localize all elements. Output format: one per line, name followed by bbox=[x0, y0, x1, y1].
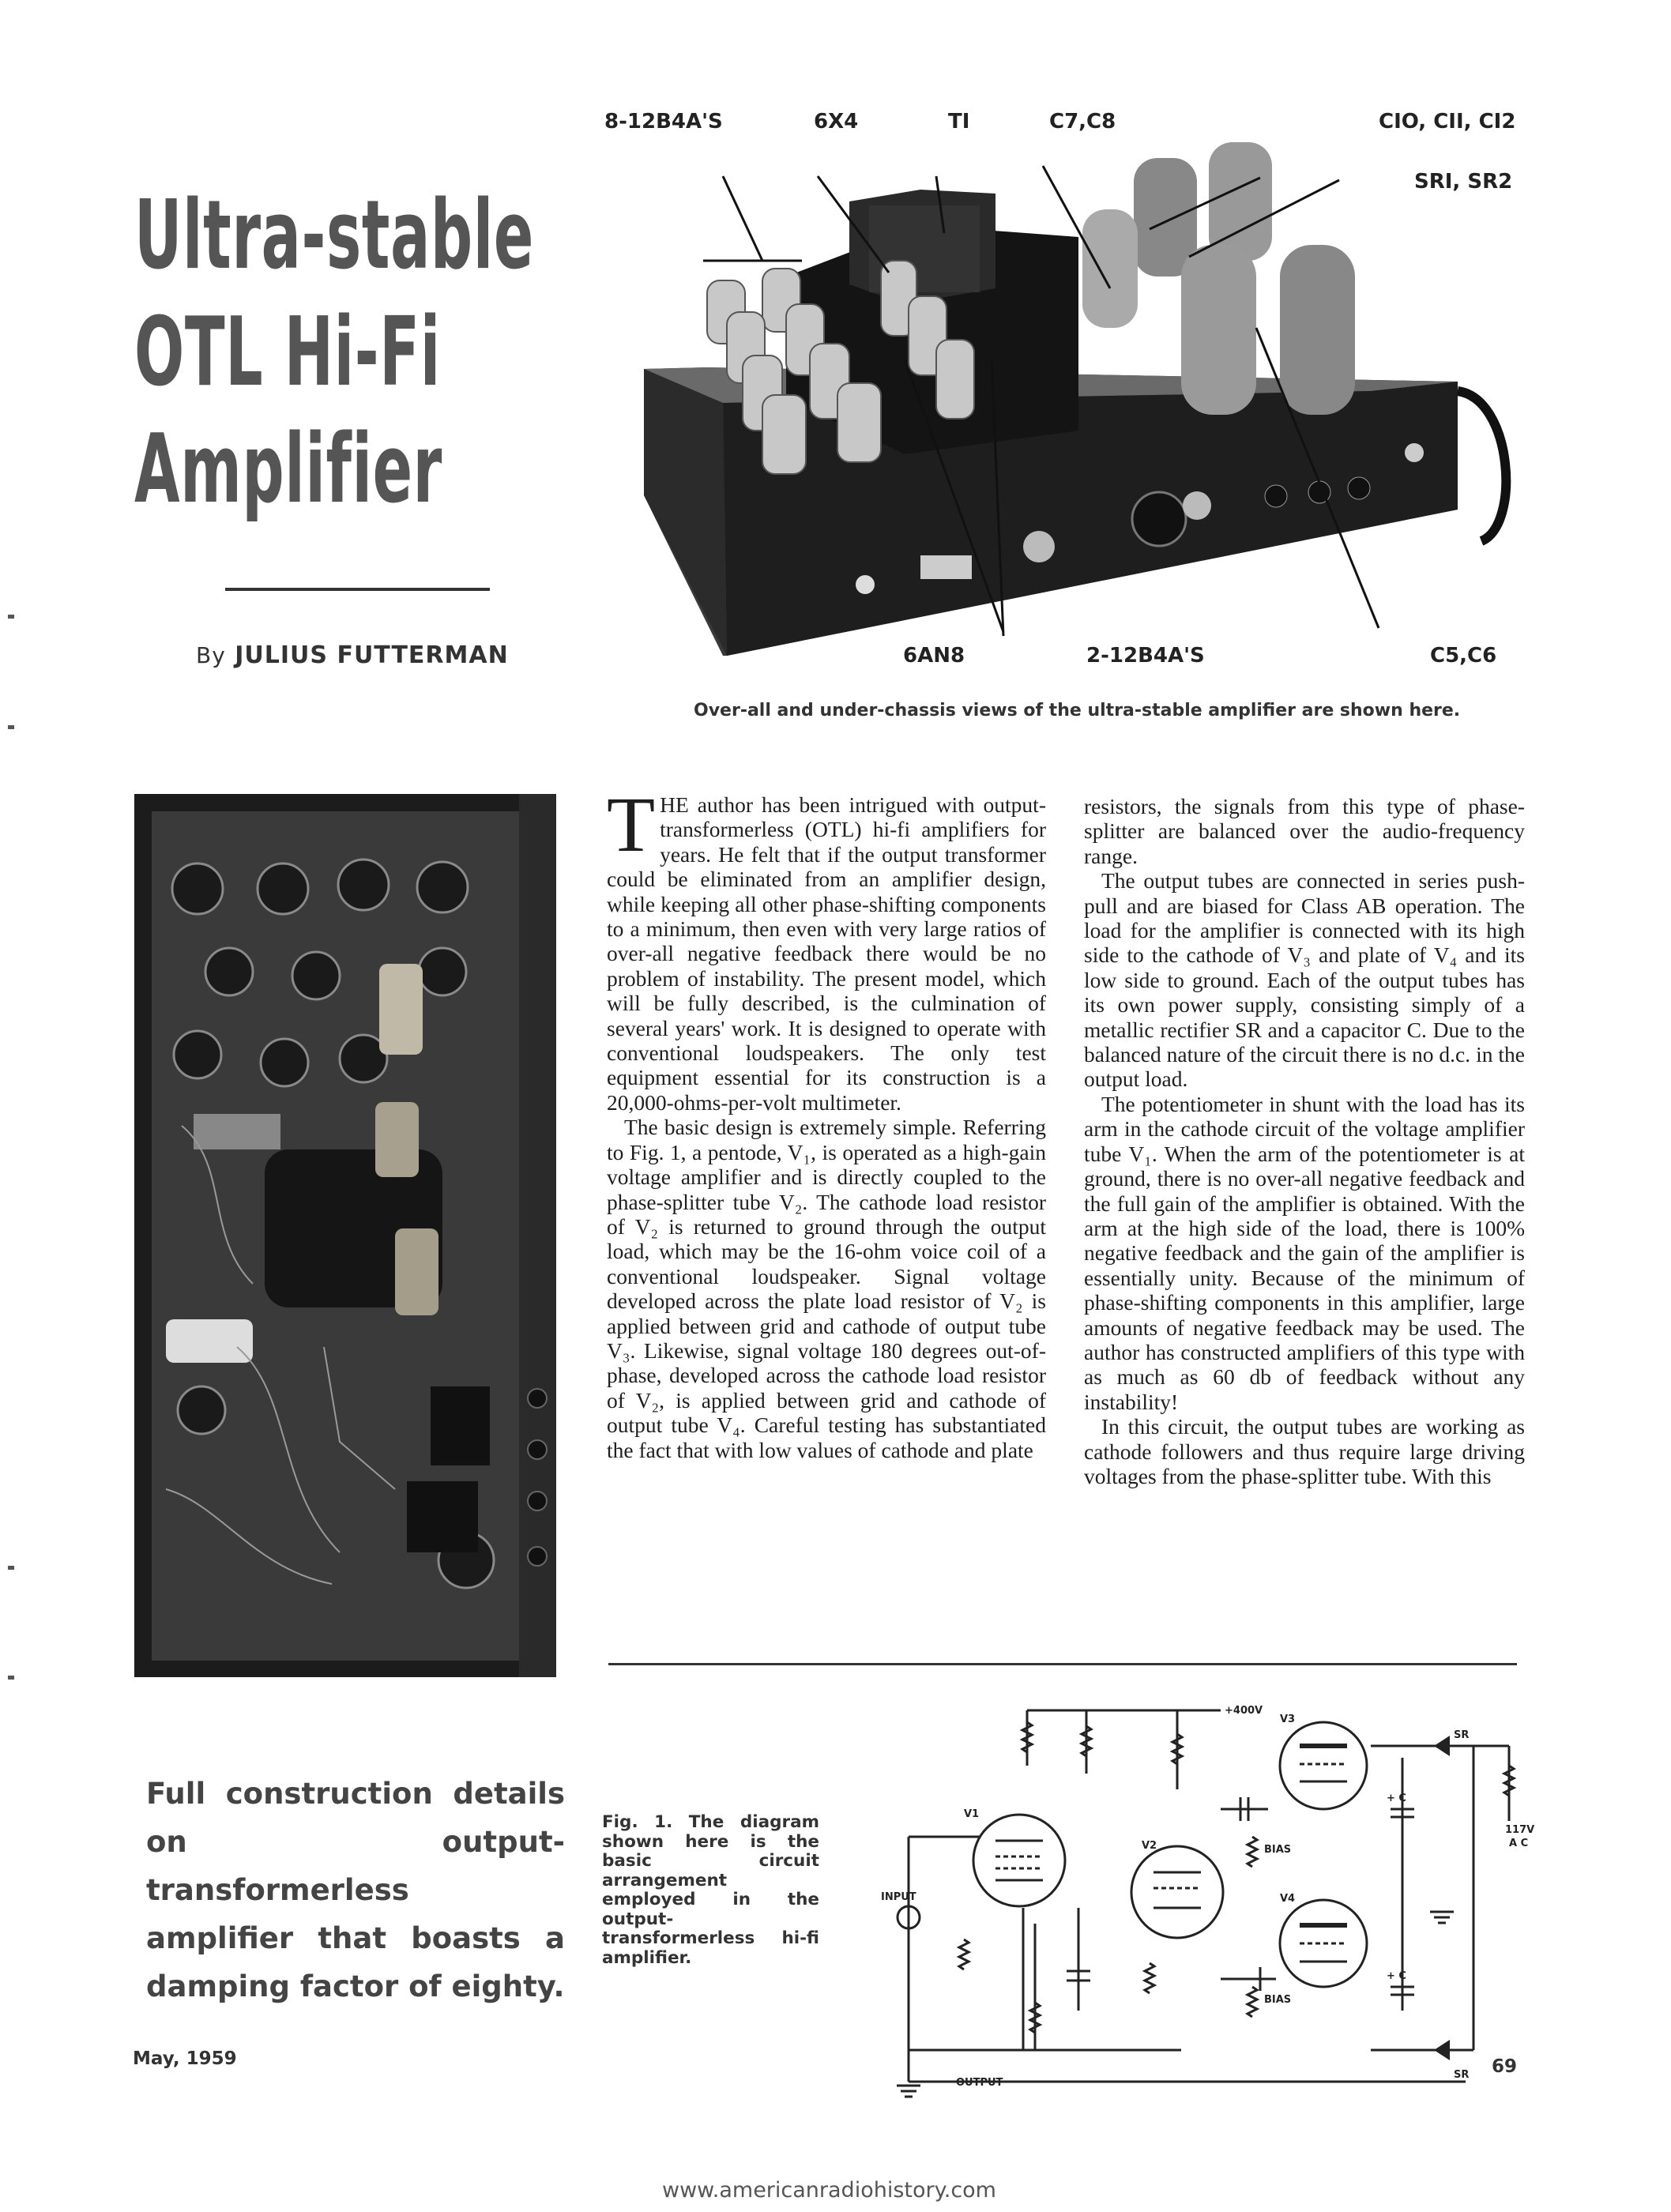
title-line-3: Amplifier bbox=[134, 415, 442, 525]
paragraph: The potentiometer in shunt with the load has its arm in the cathode circuit of the voltage amplifier tube V₁. When the arm of the potentiometer is at ground, there is no over-all negative feedback and the full gain of the amplifier is obtained. With the arm at the high side of the load, there is 100% negative feedback and the gain of the amplifier is essentially unity. Because of the minimum of phase-shifting components in this amplifier, large amounts of negative feedback may be used. The author has constructed amplifiers of this type with as much as 60 db of feedback without any instability! bbox=[1084, 1091, 1525, 1414]
schematic-label-bias1: BIAS bbox=[1264, 1844, 1292, 1856]
schematic-label-c2: + C bbox=[1387, 1970, 1406, 1982]
schematic-label-bplus: +400V bbox=[1225, 1705, 1263, 1717]
schematic-label-ac: 117V bbox=[1505, 1824, 1535, 1836]
schematic-label-c1: + C bbox=[1387, 1793, 1406, 1804]
paragraph: The basic design is extremely simple. Referring to Fig. 1, a pentode, V₁, is operated as a high-gain voltage amplifier and is directly coupled to the phase-splitter tube V₂. The cathode load resistor of V₂ is returned to ground through the output load, which may be the 16-ohm voice coil of a conventional loudspeaker. Signal voltage developed across the plate load resistor of V₂ is applied between grid and cathode of output tube V₃. Likewise, signal voltage 180 degrees out-of-phase, developed across the cathode load resistor of V₂, is applied between grid and cathode of output tube V₄. Careful testing has substantiated the fact that with low values of cathode and plate bbox=[607, 1115, 1046, 1462]
schematic-label-v3: V3 bbox=[1280, 1714, 1296, 1725]
label-c7c8: C7,C8 bbox=[1049, 110, 1116, 134]
body-column-2 bbox=[1084, 794, 1525, 1488]
label-6x4: 6X4 bbox=[814, 110, 859, 134]
paragraph bbox=[607, 781, 1046, 1115]
under-chassis-photo bbox=[134, 794, 556, 1677]
under-chassis-illustration bbox=[134, 794, 556, 1677]
byline-author: JULIUS FUTTERMAN bbox=[235, 641, 509, 669]
paragraph-text: HE author has been intrigued with output-transformerless (OTL) hi-fi amplifiers for years. He felt that if the output transformer could be eliminated from an amplifier design, while keeping all other phase-shifting components to a minimum, then even with very large ratios of over-all negative feedback there would be no problem of instability. The present model, which will be fully described, is the culmination of several years' work. It is designed to operate with conventional loudspeakers. The only test equipment essential for its construction is a 20,000-ohms-per-volt multimeter. bbox=[607, 792, 1046, 1115]
schematic-label-output: OUTPUT bbox=[956, 2077, 1003, 2089]
schematic-label-sr2: SR bbox=[1454, 2069, 1470, 2081]
schematic-label-v4: V4 bbox=[1280, 1893, 1296, 1905]
label-sr: SRI, SR2 bbox=[1414, 170, 1513, 194]
source-url[interactable]: www.americanradiohistory.com bbox=[662, 2178, 996, 2203]
schematic-drawing bbox=[881, 1671, 1535, 2090]
label-t1: TI bbox=[948, 110, 970, 134]
drop-cap: T bbox=[607, 781, 656, 868]
title-divider bbox=[225, 588, 490, 591]
article-title bbox=[134, 178, 534, 529]
byline bbox=[196, 641, 509, 669]
label-c5c6: C5,C6 bbox=[1430, 644, 1497, 668]
teaser-text: Full construction details on output-transformerless amplifier that boasts a damping factor of eighty. bbox=[146, 1777, 565, 2003]
paragraph: In this circuit, the output tubes are working as cathode followers and thus require large driving voltages from the phase-splitter tube. With this bbox=[1084, 1414, 1525, 1488]
byline-by: By bbox=[196, 642, 226, 668]
schematic-label-v2: V2 bbox=[1142, 1840, 1157, 1852]
schematic-label-v1: V1 bbox=[964, 1808, 980, 1820]
schematic-label-input: INPUT bbox=[881, 1891, 916, 1903]
label-c10: CIO, CII, CI2 bbox=[1379, 110, 1516, 134]
body-column-1 bbox=[607, 781, 1046, 1462]
label-6an8: 6AN8 bbox=[903, 644, 965, 668]
figure-caption: Fig. 1. The diagram shown here is the basic circuit arrangement employed in the output-transformerless hi-fi amplifier. bbox=[602, 1812, 819, 1968]
svg-text:A C: A C bbox=[1509, 1838, 1529, 1849]
schematic-label-sr1: SR bbox=[1454, 1729, 1470, 1741]
section-divider bbox=[608, 1663, 1517, 1665]
amplifier-top-photo bbox=[604, 110, 1529, 668]
circuit-schematic bbox=[881, 1671, 1535, 2090]
amplifier-top-illustration bbox=[644, 130, 1529, 656]
title-line-1: Ultra-stable bbox=[134, 181, 534, 291]
margin-speck bbox=[8, 615, 14, 619]
schematic-label-bias2: BIAS bbox=[1264, 1994, 1292, 2006]
label-2-12b4a: 2-12B4A'S bbox=[1086, 644, 1205, 668]
paragraph: The output tubes are connected in series push-pull and are biased for Class AB operation. The load for the amplifier is connected with its high side to the cathode of V₃ and plate of V₄ and its low side to ground. Each of the output tubes has its own power supply, consisting simply of a metallic rectifier SR and a capacitor C. Due to the balanced nature of the circuit there is no d.c. in the output load. bbox=[1084, 868, 1525, 1092]
photo-caption: Over-all and under-chassis views of the ultra-stable amplifier are shown here. bbox=[694, 701, 1461, 720]
title-line-2: OTL Hi-Fi bbox=[134, 298, 441, 408]
paragraph: resistors, the signals from this type of phase-splitter are balanced over the audio-frequency range. bbox=[1084, 794, 1525, 868]
page-number: 69 bbox=[1492, 2056, 1518, 2077]
issue-date: May, 1959 bbox=[133, 2048, 237, 2069]
margin-speck bbox=[8, 1566, 14, 1570]
margin-speck bbox=[8, 725, 14, 729]
label-8-12b4a: 8-12B4A'S bbox=[604, 110, 723, 134]
margin-speck bbox=[8, 1676, 14, 1680]
